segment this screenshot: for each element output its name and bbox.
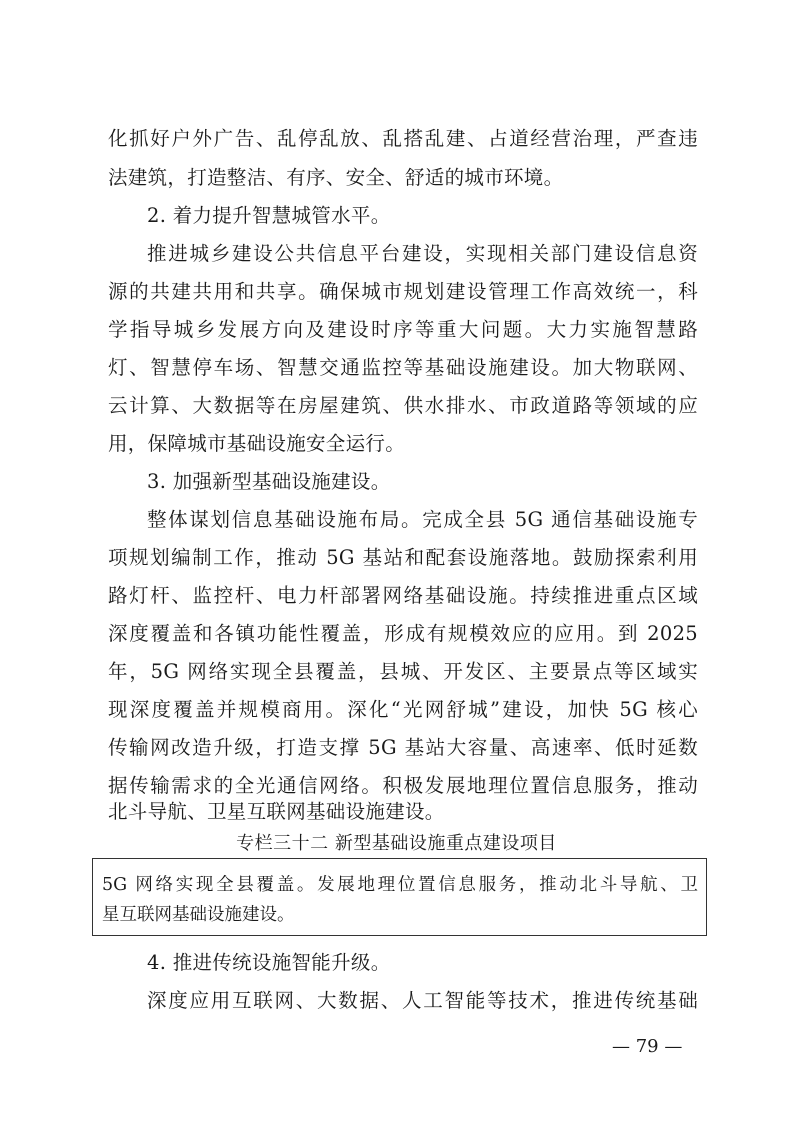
body-text-line: 源的共建共用和共享。确保城市规划建设管理工作高效统一，科 (108, 280, 698, 303)
body-text-line: 用，保障城市基础设施安全运行。 (108, 432, 406, 455)
body-text-line: 深度覆盖和各镇功能性覆盖，形成有规模效应的应用。到 2025 (108, 622, 698, 645)
box-text-line: 5G 网络实现全县覆盖。发展地理位置信息服务，推动北斗导航、卫 (102, 875, 698, 895)
body-text-line: 化抓好户外广告、乱停乱放、乱搭乱建、占道经营治理，严查违 (108, 127, 698, 150)
body-text-line: 推进城乡建设公共信息平台建设，实现相关部门建设信息资 (147, 242, 698, 265)
body-text-line: 法建筑，打造整洁、有序、安全、舒适的城市环境。 (108, 166, 564, 189)
section-heading: 3. 加强新型基础设施建设。 (147, 470, 391, 493)
box-title: 专栏三十二 新型基础设施重点建设项目 (236, 833, 557, 854)
body-text-line: 现深度覆盖并规模商用。深化“光网舒城”建设，加快 5G 核心 (108, 698, 698, 721)
body-text-line: 整体谋划信息基础设施布局。完成全县 5G 通信基础设施专 (147, 508, 698, 531)
body-text-line: 项规划编制工作，推动 5G 基站和配套设施落地。鼓励探索利用 (108, 546, 698, 569)
body-text-line: 学指导城乡发展方向及建设时序等重大问题。大力实施智慧路 (108, 318, 698, 341)
box-text-line: 星互联网基础设施建设。 (102, 905, 295, 925)
body-text-line: 北斗导航、卫星互联网基础设施建设。 (108, 800, 445, 823)
body-text-line: 传输网改造升级，打造支撑 5G 基站大容量、高速率、低时延数 (108, 736, 698, 759)
body-text-line: 灯、智慧停车场、智慧交通监控等基础设施建设。加大物联网、 (108, 356, 698, 379)
feature-box (92, 858, 707, 936)
body-text-line: 云计算、大数据等在房屋建筑、供水排水、市政道路等领域的应 (108, 394, 698, 417)
section-heading: 4. 推进传统设施智能升级。 (147, 951, 391, 974)
page-number: — 79 — (612, 1036, 683, 1057)
body-text-line: 据传输需求的全光通信网络。积极发展地理位置信息服务，推动 (108, 774, 698, 797)
body-text-line: 路灯杆、监控杆、电力杆部署网络基础设施。持续推进重点区域 (108, 584, 698, 607)
body-text-line: 年，5G 网络实现全县覆盖，县城、开发区、主要景点等区域实 (108, 660, 698, 683)
body-text-line: 深度应用互联网、大数据、人工智能等技术，推进传统基础 (147, 989, 698, 1012)
section-heading: 2. 着力提升智慧城管水平。 (147, 204, 391, 227)
